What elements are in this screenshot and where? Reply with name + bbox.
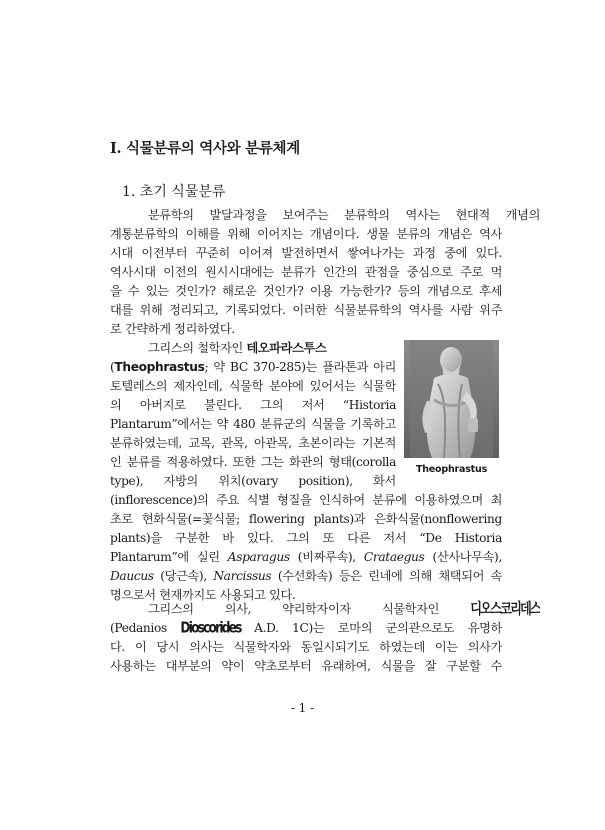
- text-line: 분류하였는데, 교목, 관목, 아관목, 초본이라는 기본적: [110, 436, 396, 450]
- genus-name: Asparagus: [227, 550, 290, 564]
- text-fragment: (수선화속) 등은 린네에 의해 채택되어 속: [271, 569, 502, 583]
- text-line: 다. 이 당시 의사는 식물학자와 동일시되기도 하였는데 이는 의사가: [110, 640, 502, 654]
- text-line: plants)을 구분한 바 있다. 그의 또 다른 저서 “De Historia: [110, 531, 502, 545]
- text-line: 토텔레스의 제자인데, 식물학 분야에 있어서는 식물학: [110, 379, 396, 393]
- text-line: 역사시대 이전의 원시시대에는 분류가 인간의 관점을 중심으로 주로 먹: [110, 265, 502, 279]
- text-line: 계통분류학의 이해를 위해 이어지는 개념이다. 생물 분류의 개념은 역사: [110, 227, 502, 241]
- text-fragment: (Pedanios: [110, 621, 181, 635]
- text-line: 의 아버지로 불린다. 그의 저서 “Historia: [110, 398, 396, 412]
- paragraph-1: [110, 206, 540, 339]
- section-title: 1. 초기 식물분류: [122, 184, 226, 200]
- genus-name: Crataegus: [363, 550, 425, 564]
- text-line: [110, 548, 502, 567]
- text-line: 대를 위해 정리되고, 기록되었다. 이러한 식물분류학의 역사를 사람 위주: [110, 303, 502, 317]
- text-line: 로 간략하게 정리하였다.: [110, 322, 235, 336]
- text-line: [110, 619, 502, 638]
- text-fragment: ; 약 BC 370-285)는 플라톤과 아리: [204, 360, 396, 374]
- text-line: [110, 567, 502, 586]
- text-fragment: Plantarum”에 실린: [110, 550, 228, 564]
- person-name-latin: Theophrastus: [114, 360, 205, 374]
- text-line: (inflorescence)의 주요 식별 형질을 인식하여 분류에 이용하였으며 최: [110, 493, 502, 507]
- person-name-latin: Dioscorides: [180, 619, 241, 637]
- genus-name: Narcissus: [213, 569, 272, 583]
- genus-name: Daucus: [110, 569, 154, 583]
- text-line: (Theophrastus; 약 BC 370-285)는 플라톤과 아리: [110, 358, 396, 377]
- text-line: [110, 600, 540, 619]
- person-name-korean: 테오파라스투스: [246, 341, 327, 355]
- text-line: 사용하는 대부분의 약이 약초로부터 유래하여, 식물을 잘 구분할 수: [110, 659, 502, 673]
- text-fragment: 그리스의 의사, 약리학자이자 식물학자인: [148, 602, 471, 616]
- text-fragment: (산사나무속),: [424, 550, 502, 564]
- text-line: type), 자방의 위치(ovary position), 화서: [110, 474, 396, 488]
- text-line: 인 분류를 적용하였다. 또한 그는 화관의 형태(corolla: [110, 455, 396, 469]
- text-fragment: 그리스의 철학자인: [148, 341, 247, 355]
- text-fragment: (당근속),: [153, 569, 214, 583]
- theophrastus-figure: [404, 340, 499, 485]
- paragraph-3: [110, 600, 540, 676]
- statue-photo: [404, 340, 499, 458]
- text-line: 명으로서 현재까지도 사용되고 있다.: [110, 588, 296, 602]
- text-line: Plantarum”에서는 약 480 분류군의 식물을 기록하고: [110, 417, 396, 431]
- figure-caption: Theophrastus: [415, 464, 488, 475]
- text-fragment: (비짜루속),: [289, 550, 364, 564]
- text-fragment: A.D. 1C)는 로마의 군의관으로도 유명하: [240, 621, 502, 635]
- text-line: 초로 현화식물(=꽃식물; flowering plants)과 은화식물(nonflowering: [110, 512, 502, 526]
- text-line: 분류학의 발달과정을 보여주는 분류학의 역사는 현대적 개념의: [148, 208, 540, 222]
- text-line: 을 수 있는 것인가? 해로운 것인가? 이용 가능한가? 등의 개념으로 후세: [110, 284, 502, 298]
- chapter-title: I. 식물분류의 역사와 분류체계: [110, 140, 300, 157]
- person-name-korean: 디오스코리데스: [470, 600, 540, 618]
- text-line: 시대 이전부터 꾸준히 이어져 발전하면서 쌓여나가는 과정 중에 있다.: [110, 246, 502, 260]
- page-number: - 1 -: [290, 701, 315, 715]
